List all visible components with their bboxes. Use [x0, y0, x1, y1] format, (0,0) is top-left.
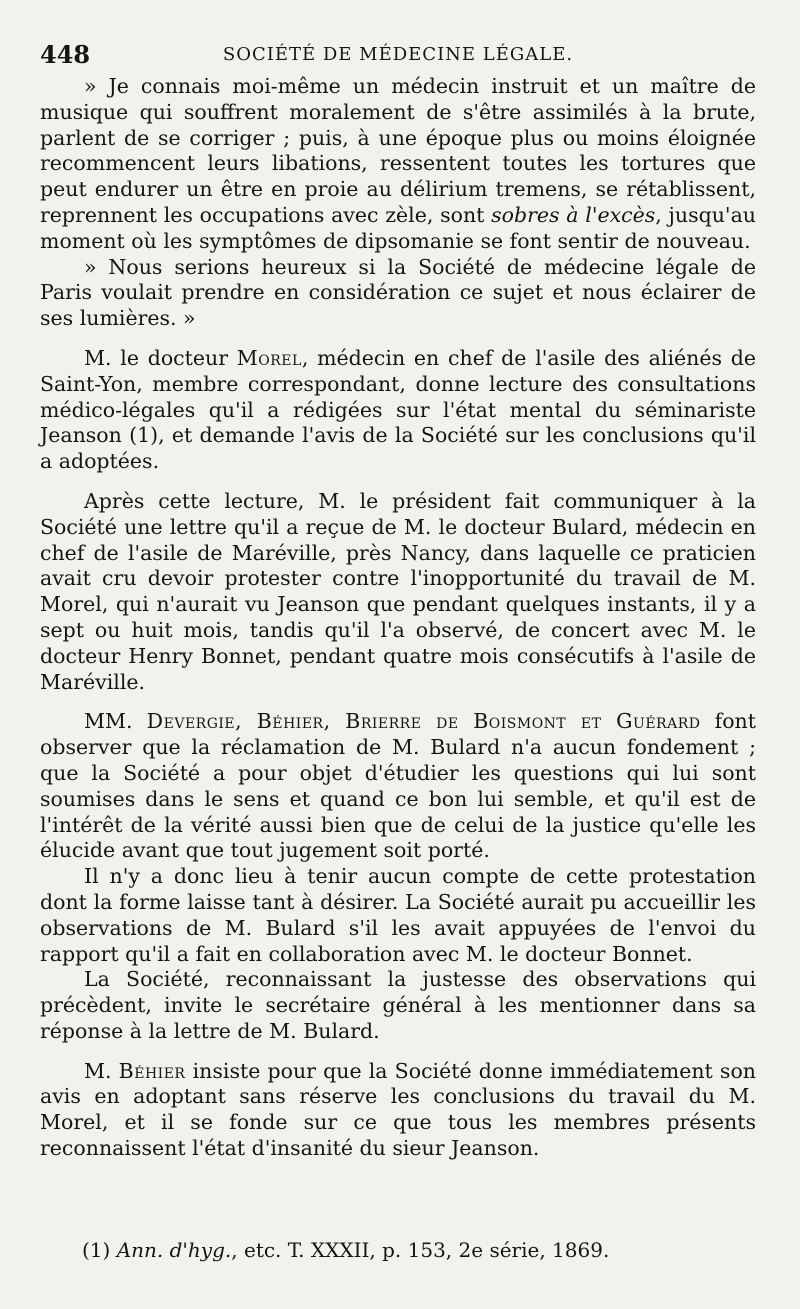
footnote-text: , etc. T. XXXII, p. 153, 2e série, 1869.: [231, 1238, 610, 1262]
paragraph-morel-reading: [40, 346, 756, 475]
paragraph-society-decision: La Société, reconnaissant la justesse des observations qui précèdent, invite le secrétaire général à les mentionner dans sa réponse à la lettre de M. Bulard.: [40, 967, 756, 1043]
author-name: Morel: [236, 345, 302, 370]
emphasis-text: sobres à l'excès: [491, 202, 656, 227]
paragraph-bulard-letter: Après cette lecture, M. le président fait communiquer à la Société une lettre qu'il a reçue de M. le docteur Bulard, médecin en chef de l'asile de Maréville, près Nancy, dans laquelle ce praticien avait cru devoir protester contre l'inopportunité du travail de M. Morel, qui n'aurait vu Jeanson que pendant quelques instants, il y a sept ou huit mois, tandis qu'il l'a observé, de concert avec M. le docteur Henry Bonnet, pendant quatre mois consécutifs à l'asile de Maréville.: [40, 488, 756, 694]
running-title: SOCIÉTÉ DE MÉDECINE LÉGALE.: [222, 44, 574, 65]
text-run: , jusqu'au moment où les symptômes de dipsomanie se font sentir de nouveau.: [40, 202, 756, 253]
text-run: font observer que la réclamation de M. Bulard n'a aucun fondement ; que la Société a pour objet d'étudier les questions qui lui sont soumises dans le sens et quand ce bon lui semble, et qu'il est de l'intérêt de la vérité aussi bien que de celui de la justice qu'elle les élucide avant que tout jugement soit porté.: [40, 709, 757, 863]
footnote-marker: (1): [82, 1238, 111, 1262]
body-text: [40, 74, 756, 1162]
text-run: M. le docteur: [84, 345, 237, 370]
paragraph-members-reply: [40, 709, 756, 864]
paragraph-quote-end: » Nous serions heureux si la Société de médecine légale de Paris voulait prendre en considération ce sujet et nous éclairer de ses lumières. »: [40, 254, 756, 331]
page-header: [40, 38, 756, 74]
footnote-journal: Ann. d'hyg.: [116, 1238, 232, 1262]
paragraph-protest-dismissed: Il n'y a donc lieu à tenir aucun compte de cette protestation dont la forme laisse tant à désirer. La Société aurait pu accueillir les observations de M. Bulard s'il les avait appuyées de l'envoi du rapport qu'il a fait en collaboration avec M. le docteur Bonnet.: [40, 864, 756, 966]
text-run: insiste pour que la Société donne immédiatement son avis en adoptant sans réserve les conclusions du travail du M. Morel, et il se fonde sur ce que tous les membres présents reconnaissent l'état d'insanité du sieur Jeanson.: [40, 1058, 756, 1161]
text-run: » Je connais moi-même un médecin instruit et un maître de musique qui souffrent moralement de s'être assimilés à la brute, parlent de se corriger ; puis, à une époque plus ou moins éloignée recommencent leurs libations, ressentent toutes les tortures que peut endurer un être en proie au délirium tremens, se rétablissent, reprennent les occupations avec zèle, sont: [40, 74, 756, 227]
text-run: M.: [84, 1058, 119, 1083]
text-run: , médecin en chef de l'asile des aliénés de Saint-Yon, membre correspondant, donne lecture des consultations médico-légales qu'il a rédigées sur l'état mental du séminariste Jeanson (1), et demande l'avis de la Société sur les conclusions qu'il a adoptées.: [40, 345, 756, 474]
paragraph-quote-continuation: [40, 74, 756, 255]
footnote: [82, 1238, 609, 1262]
page-number: 448: [40, 40, 91, 69]
author-name: Béhier: [118, 1058, 186, 1083]
member-names: Devergie, Béhier, Brierre de Boismont et Guérard: [146, 709, 701, 734]
text-run: MM.: [84, 709, 147, 734]
paragraph-behier-insists: [40, 1059, 756, 1162]
